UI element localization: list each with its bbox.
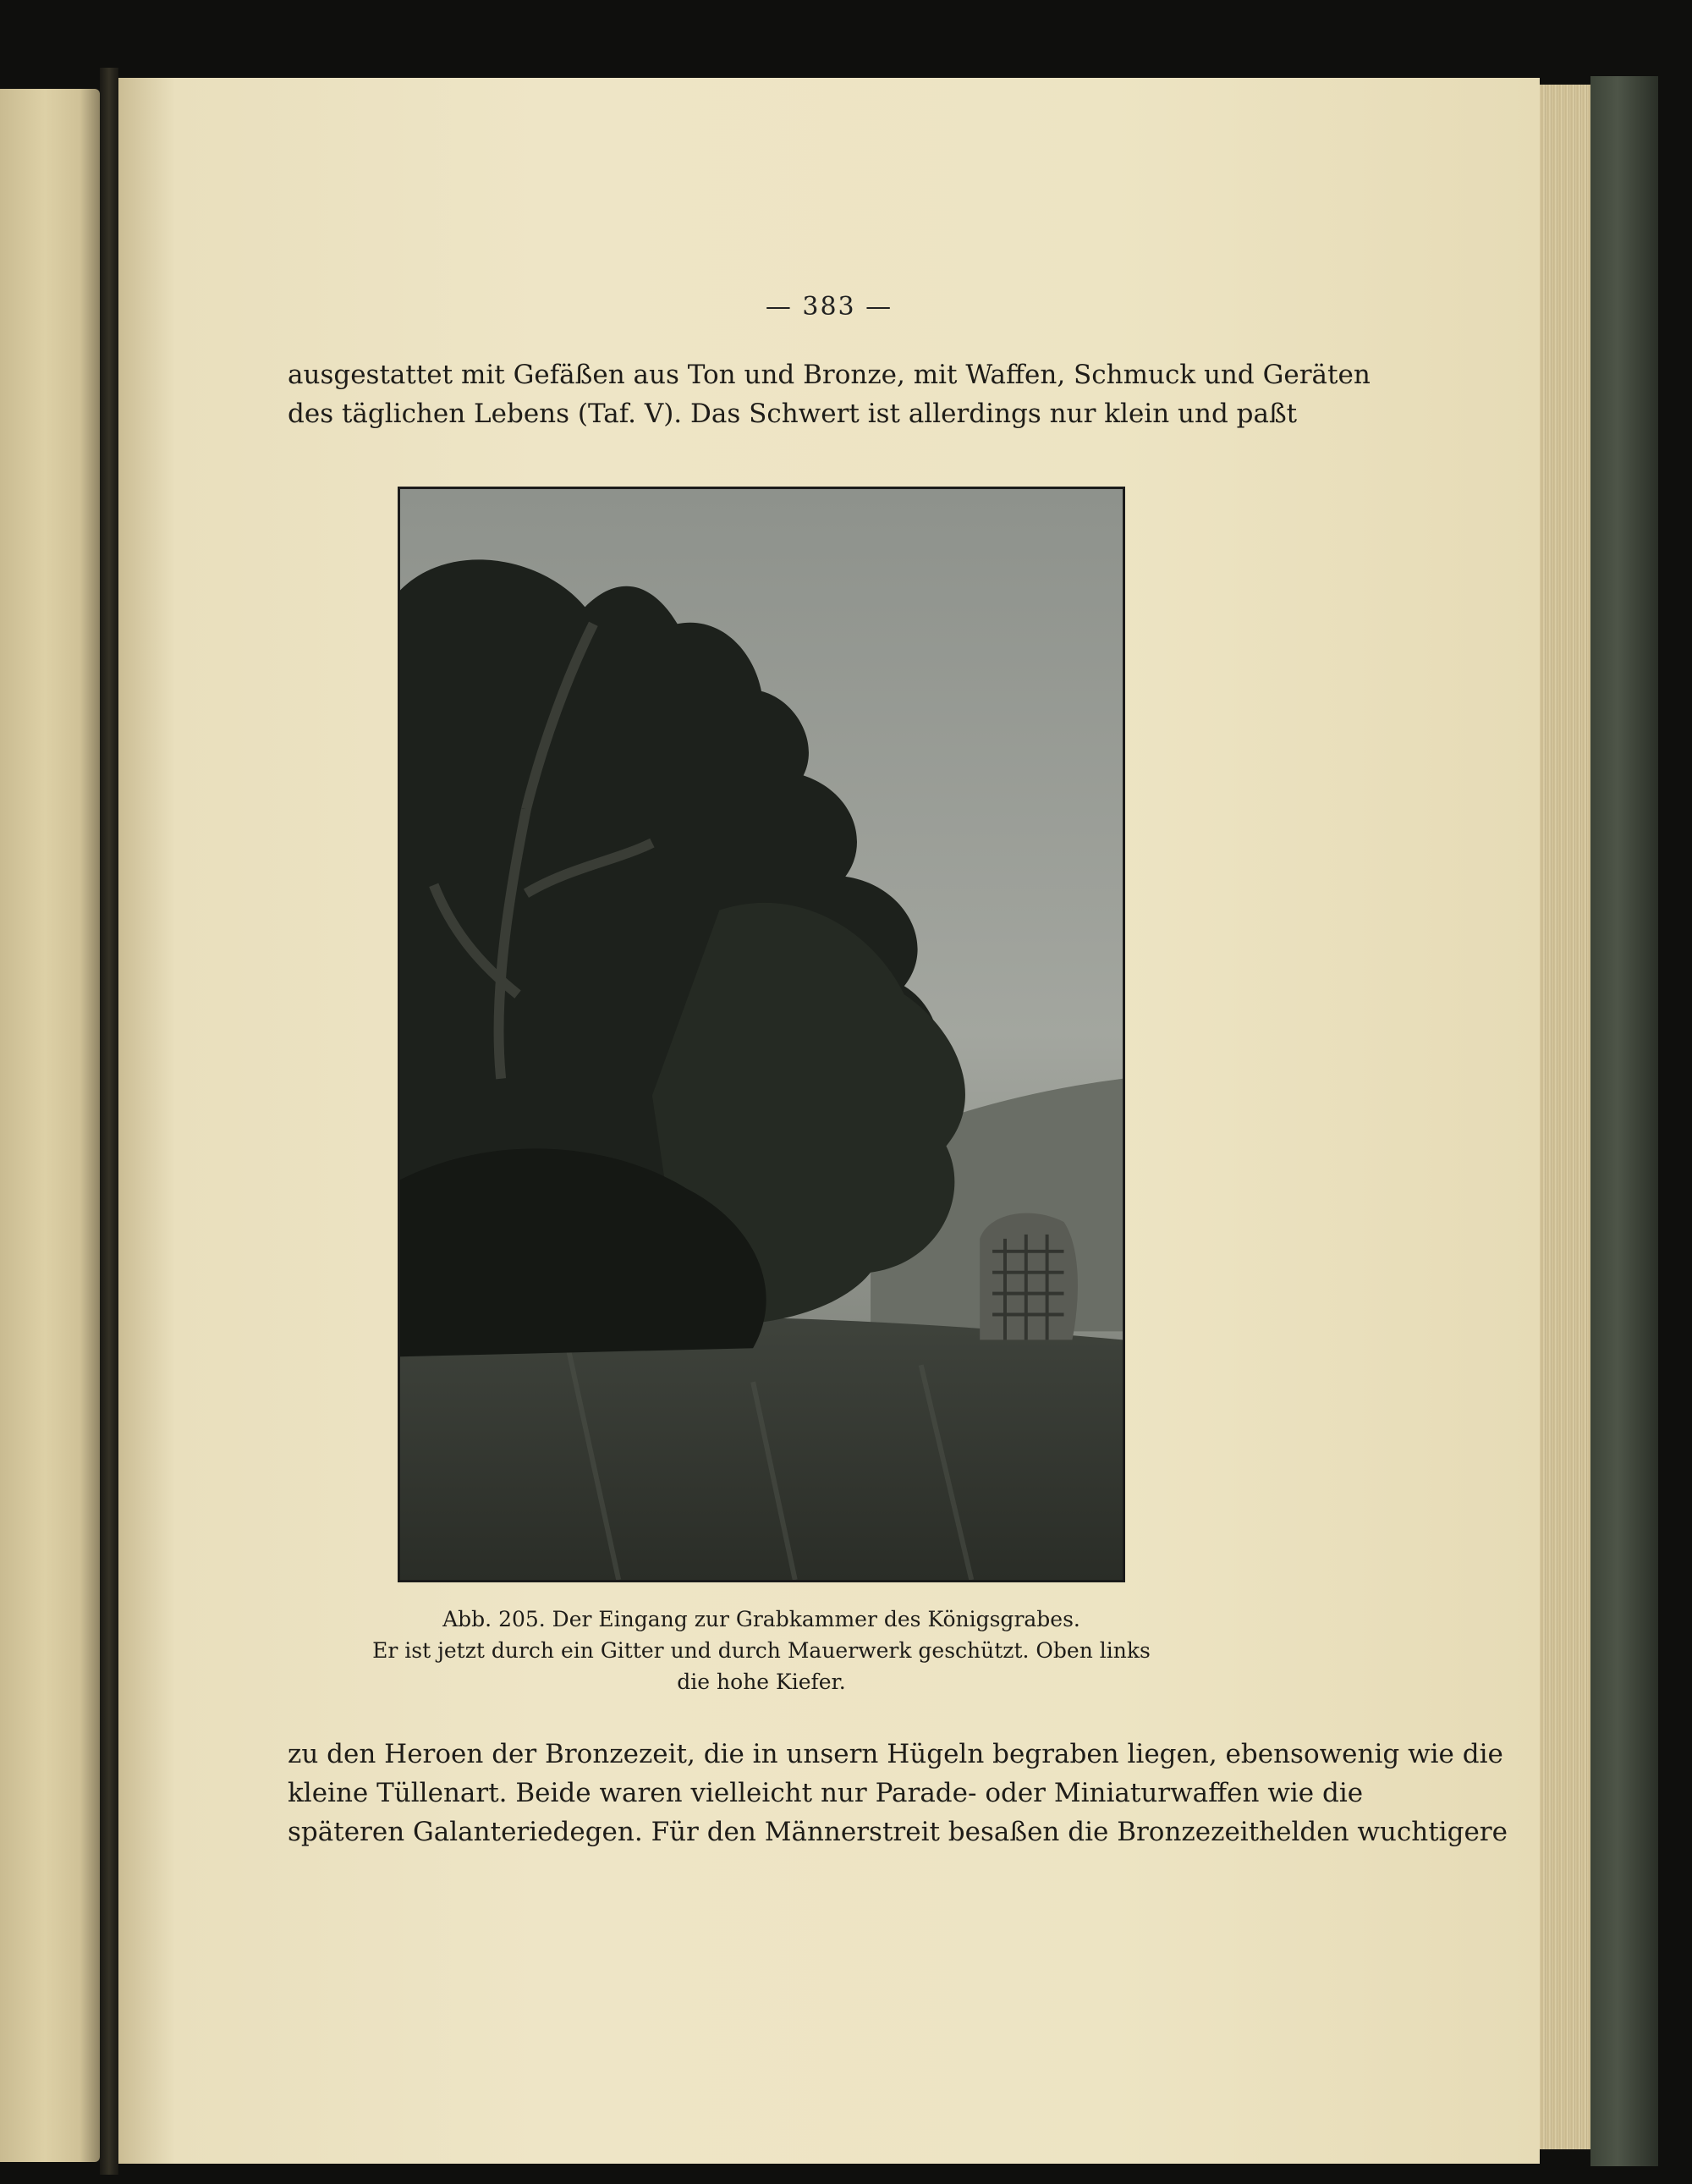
figure-caption (372, 1604, 1151, 1697)
text-line: zu den Heroen der Bronzezeit, die in unsern Hügeln begraben liegen, ebensowenig wie die (288, 1739, 1503, 1769)
photo-illustration (400, 489, 1123, 1580)
text-line: ausgestattet mit Gefäßen aus Ton und Bronze, mit Waffen, Schmuck und Geräten (288, 360, 1371, 390)
page-number: — 383 — (765, 292, 893, 322)
facing-page-edge (0, 89, 100, 2162)
caption-line: Er ist jetzt durch ein Gitter und durch Mauerwerk geschützt. Oben links (372, 1638, 1151, 1663)
page-block-edges (1540, 85, 1590, 2149)
book-gutter (100, 68, 118, 2175)
caption-line: Abb. 205. Der Eingang zur Grabkammer des Königsgrabes. (442, 1607, 1080, 1631)
text-block-top (288, 355, 1371, 433)
text-line: des täglichen Lebens (Taf. V). Das Schwert ist allerdings nur klein und paßt (288, 399, 1298, 429)
caption-line: die hohe Kiefer. (677, 1670, 846, 1694)
book-cover (1590, 76, 1658, 2166)
text-line: späteren Galanteriedegen. Für den Männerstreit besaßen die Bronzezeithelden wuchtigere (288, 1817, 1508, 1847)
text-line: kleine Tüllenart. Beide waren vielleicht nur Parade- oder Miniaturwaffen wie die (288, 1778, 1364, 1808)
text-block-bottom (288, 1735, 1508, 1851)
photograph-tree-grave-entrance (398, 487, 1125, 1582)
